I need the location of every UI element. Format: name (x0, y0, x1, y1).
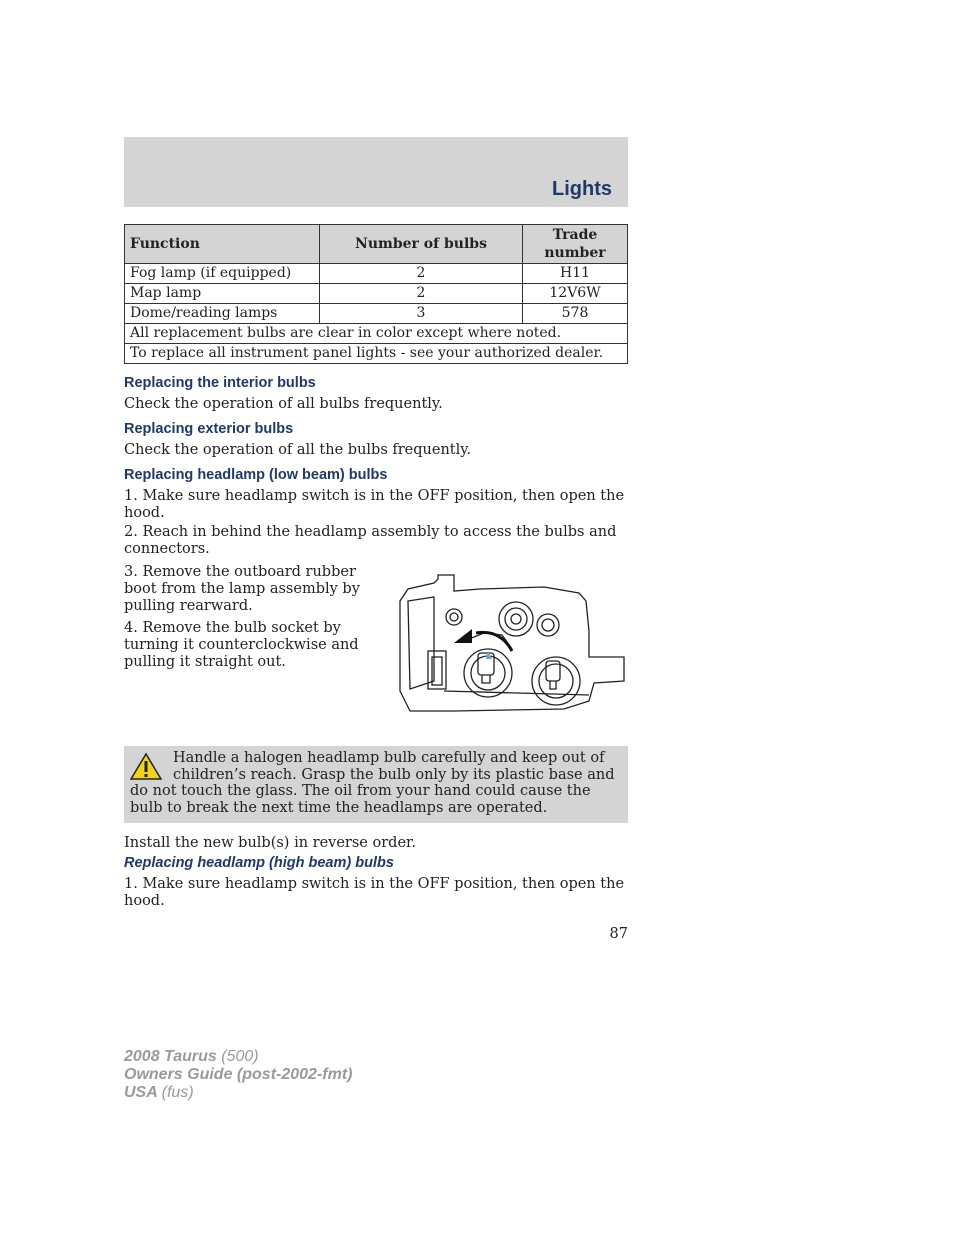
footer (124, 1048, 352, 1102)
cell-function: Dome/reading lamps (125, 304, 320, 324)
warning-box (124, 746, 628, 823)
footer-model: 2008 Taurus (124, 1048, 217, 1065)
table-row (125, 284, 628, 304)
cell-trade: 578 (523, 304, 628, 324)
footer-line-3 (124, 1084, 352, 1102)
table-note-row (125, 324, 628, 344)
highbeam-step-1: 1. Make sure headlamp switch is in the OFF position, then open the hood. (124, 876, 625, 909)
install-text: Install the new bulb(s) in reverse order. (124, 835, 416, 851)
table-note: All replacement bulbs are clear in color except where noted. (125, 324, 628, 344)
table-row (125, 264, 628, 284)
highbeam-heading: Replacing headlamp (high beam) bulbs (124, 855, 394, 871)
interior-text: Check the operation of all bulbs frequently. (124, 396, 443, 412)
column-header-function: Function (125, 225, 320, 264)
cell-number: 2 (320, 284, 523, 304)
cell-trade: H11 (523, 264, 628, 284)
chapter-title: Lights (552, 178, 612, 200)
column-header-number-of-bulbs: Number of bulbs (320, 225, 523, 264)
interior-section (124, 375, 628, 413)
column-header-trade-number: Trade number (523, 225, 628, 264)
warning-text: Handle a halogen headlamp bulb carefully and keep out of children’s reach. Grasp the bulb only by its plastic base and do not touch the glass. The oil from your hand could cause the bulb to break the next time the headlamps are operated. (130, 750, 615, 816)
exterior-section (124, 421, 628, 459)
headlamp-assembly-icon (394, 571, 626, 719)
step-4: 4. Remove the bulb socket by turning it counterclockwise and pulling it straight out. (124, 620, 359, 670)
lowbeam-section (124, 467, 628, 558)
table-header-row (125, 225, 628, 264)
footer-line-1 (124, 1048, 352, 1066)
cell-function: Fog lamp (if equipped) (125, 264, 320, 284)
exterior-heading: Replacing exterior bulbs (124, 421, 294, 437)
table-note-row (125, 344, 628, 364)
page-number: 87 (609, 926, 628, 942)
exterior-text: Check the operation of all the bulbs frequently. (124, 442, 472, 458)
footer-model-code: (500) (221, 1048, 259, 1065)
table-note: To replace all instrument panel lights - see your authorized dealer. (125, 344, 628, 364)
step-2: 2. Reach in behind the headlamp assembly to access the bulbs and connectors. (124, 524, 617, 557)
after-warning-section (124, 835, 628, 910)
cell-number: 3 (320, 304, 523, 324)
chapter-header (124, 137, 628, 207)
footer-line-2: Owners Guide (post-2002-fmt) (124, 1066, 353, 1083)
step-3: 3. Remove the outboard rubber boot from the lamp assembly by pulling rearward. (124, 564, 360, 614)
bulb-table (124, 224, 628, 364)
headlamp-illustration (394, 571, 626, 719)
cell-function: Map lamp (125, 284, 320, 304)
interior-heading: Replacing the interior bulbs (124, 375, 316, 391)
table-row (125, 304, 628, 324)
footer-market-code: (fus) (161, 1084, 194, 1101)
step-1: 1. Make sure headlamp switch is in the OFF position, then open the hood. (124, 488, 625, 521)
lowbeam-heading: Replacing headlamp (low beam) bulbs (124, 467, 388, 483)
cell-trade: 12V6W (523, 284, 628, 304)
footer-market: USA (124, 1084, 158, 1101)
cell-number: 2 (320, 264, 523, 284)
steps-3-4 (124, 564, 379, 671)
